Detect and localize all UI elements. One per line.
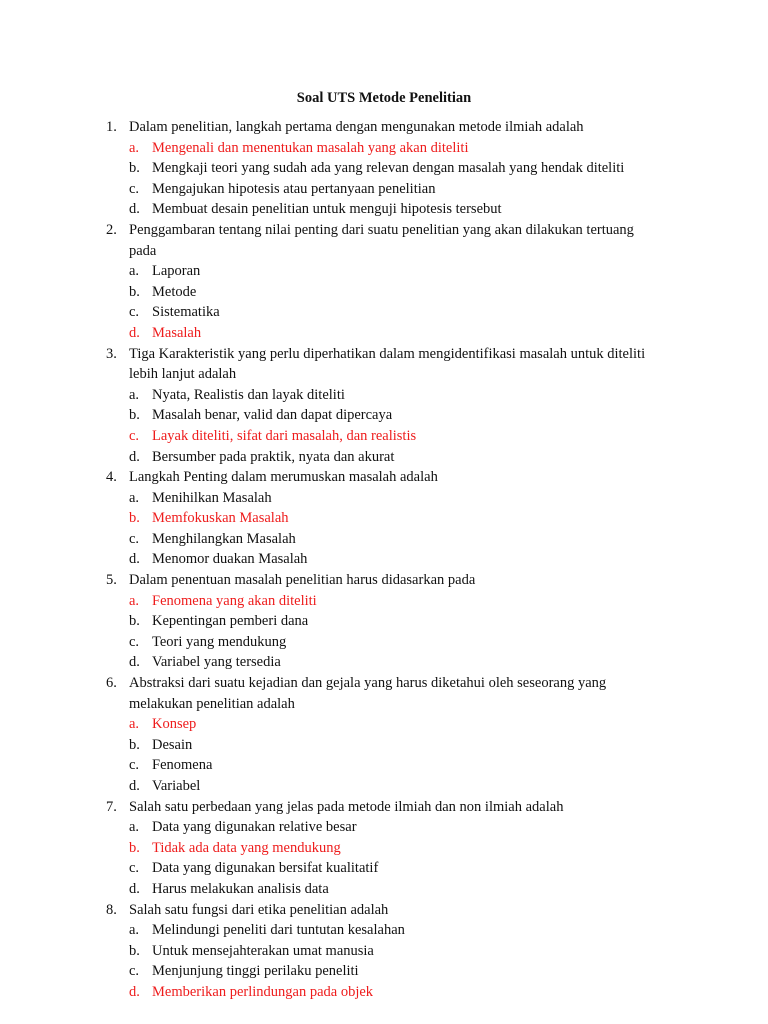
answer-option bbox=[0, 632, 768, 653]
question-number: 2. bbox=[106, 221, 117, 238]
document-title: Soal UTS Metode Penelitian bbox=[296, 90, 472, 106]
option-text: Desain bbox=[152, 736, 193, 753]
question-number: 5. bbox=[106, 572, 117, 589]
answer-option-correct bbox=[0, 714, 768, 735]
question-1 bbox=[0, 117, 768, 220]
answer-option bbox=[0, 282, 768, 303]
question-row bbox=[0, 220, 768, 261]
option-letter: a. bbox=[129, 592, 140, 609]
answer-option bbox=[0, 529, 768, 550]
answer-option-correct bbox=[0, 426, 768, 447]
answer-option bbox=[0, 385, 768, 406]
option-text: Bersumber pada praktik, nyata dan akurat bbox=[152, 448, 395, 465]
question-row bbox=[0, 344, 768, 385]
option-text: Fenomena yang akan diteliti bbox=[152, 592, 317, 609]
option-text: Mengenali dan menentukan masalah yang akan diteliti bbox=[152, 139, 469, 156]
answer-option bbox=[0, 199, 768, 220]
question-text: Tiga Karakteristik yang perlu diperhatikan dalam mengidentifikasi masalah untuk diteliti lebih lanjut adalah bbox=[129, 345, 646, 383]
question-number: 8. bbox=[106, 901, 117, 918]
question-number: 3. bbox=[106, 345, 117, 362]
question-number: 6. bbox=[106, 675, 117, 692]
option-letter: d. bbox=[129, 880, 140, 897]
option-letter: a. bbox=[129, 819, 140, 836]
question-text: Salah satu fungsi dari etika penelitian adalah bbox=[129, 901, 389, 918]
answer-option bbox=[0, 755, 768, 776]
answer-option bbox=[0, 261, 768, 282]
option-text: Layak diteliti, sifat dari masalah, dan realistis bbox=[152, 427, 417, 444]
question-number: 1. bbox=[106, 119, 117, 135]
answer-option bbox=[0, 776, 768, 797]
option-text: Konsep bbox=[152, 716, 197, 733]
question-row bbox=[0, 117, 768, 138]
question-6 bbox=[0, 673, 768, 797]
option-letter: a. bbox=[129, 716, 140, 733]
option-text: Tidak ada data yang mendukung bbox=[152, 839, 341, 856]
answer-option-correct bbox=[0, 138, 768, 159]
question-text: Salah satu perbedaan yang jelas pada metode ilmiah dan non ilmiah adalah bbox=[129, 798, 564, 815]
question-list bbox=[0, 117, 768, 1003]
option-text: Teori yang mendukung bbox=[152, 633, 287, 650]
answer-option-correct bbox=[0, 591, 768, 612]
option-text: Mengajukan hipotesis atau pertanyaan penelitian bbox=[152, 180, 436, 197]
option-letter: c. bbox=[129, 427, 140, 444]
question-2 bbox=[0, 220, 768, 344]
option-text: Membuat desain penelitian untuk menguji hipotesis tersebut bbox=[152, 201, 502, 218]
answer-option bbox=[0, 179, 768, 200]
answer-option bbox=[0, 879, 768, 900]
option-letter: c. bbox=[129, 757, 140, 774]
answer-option-correct bbox=[0, 838, 768, 859]
question-text: Penggambaran tentang nilai penting dari suatu penelitian yang akan dilakukan tertuang pada bbox=[129, 221, 634, 259]
option-text: Laporan bbox=[152, 263, 201, 280]
answer-option bbox=[0, 858, 768, 879]
option-letter: b. bbox=[129, 160, 140, 177]
option-text: Melindungi peneliti dari tuntutan kesalahan bbox=[152, 922, 405, 939]
answer-option bbox=[0, 735, 768, 756]
option-text: Masalah benar, valid dan dapat dipercaya bbox=[152, 407, 393, 424]
answer-option-correct bbox=[0, 508, 768, 529]
option-text: Untuk mensejahterakan umat manusia bbox=[152, 942, 374, 959]
option-text: Kepentingan pemberi dana bbox=[152, 613, 309, 630]
option-letter: a. bbox=[129, 386, 140, 403]
option-letter: a. bbox=[129, 922, 140, 939]
option-letter: b. bbox=[129, 839, 140, 856]
option-letter: b. bbox=[129, 613, 140, 630]
answer-option bbox=[0, 488, 768, 509]
answer-option bbox=[0, 920, 768, 941]
answer-option bbox=[0, 405, 768, 426]
option-text: Memberikan perlindungan pada objek bbox=[152, 983, 374, 1000]
option-letter: d. bbox=[129, 778, 140, 794]
option-letter: d. bbox=[129, 324, 140, 341]
answer-option bbox=[0, 447, 768, 468]
option-letter: c. bbox=[129, 304, 140, 321]
answer-option bbox=[0, 549, 768, 570]
option-letter: d. bbox=[129, 551, 140, 568]
question-text: Dalam penentuan masalah penelitian harus didasarkan pada bbox=[129, 572, 476, 589]
answer-option bbox=[0, 941, 768, 962]
question-8 bbox=[0, 900, 768, 1003]
option-text: Variabel bbox=[152, 778, 201, 794]
option-letter: a. bbox=[129, 263, 140, 280]
answer-option-correct bbox=[0, 982, 768, 1003]
question-4 bbox=[0, 467, 768, 570]
option-letter: a. bbox=[129, 139, 140, 156]
option-letter: d. bbox=[129, 201, 140, 218]
option-text: Menihilkan Masalah bbox=[152, 489, 272, 506]
answer-option bbox=[0, 158, 768, 179]
question-row bbox=[0, 467, 768, 488]
option-text: Menjunjung tinggi perilaku peneliti bbox=[152, 963, 359, 980]
question-row bbox=[0, 570, 768, 591]
option-letter: d. bbox=[129, 983, 140, 1000]
option-letter: c. bbox=[129, 633, 140, 650]
option-text: Menomor duakan Masalah bbox=[152, 551, 308, 568]
option-letter: b. bbox=[129, 510, 140, 527]
question-text: Dalam penelitian, langkah pertama dengan mengunakan metode ilmiah adalah bbox=[129, 119, 584, 135]
option-text: Variabel yang tersedia bbox=[152, 654, 281, 671]
answer-option bbox=[0, 817, 768, 838]
option-text: Harus melakukan analisis data bbox=[152, 880, 329, 897]
answer-option bbox=[0, 611, 768, 632]
question-row bbox=[0, 900, 768, 921]
question-3 bbox=[0, 344, 768, 468]
option-letter: a. bbox=[129, 489, 140, 506]
option-letter: d. bbox=[129, 654, 140, 671]
option-text: Fenomena bbox=[152, 757, 213, 774]
option-text: Nyata, Realistis dan layak diteliti bbox=[152, 386, 345, 403]
answer-option bbox=[0, 302, 768, 323]
option-text: Masalah bbox=[152, 324, 202, 341]
option-letter: c. bbox=[129, 530, 140, 547]
answer-option bbox=[0, 961, 768, 982]
answer-option bbox=[0, 652, 768, 673]
option-text: Mengkaji teori yang sudah ada yang relevan dengan masalah yang hendak diteliti bbox=[152, 160, 625, 177]
option-letter: d. bbox=[129, 448, 140, 465]
option-text: Menghilangkan Masalah bbox=[152, 530, 296, 547]
question-number: 4. bbox=[106, 469, 117, 486]
option-letter: c. bbox=[129, 180, 140, 197]
question-text: Abstraksi dari suatu kejadian dan gejala yang harus diketahui oleh seseorang yang melakukan penelitian adalah bbox=[129, 675, 607, 712]
option-text: Memfokuskan Masalah bbox=[152, 510, 289, 527]
question-number: 7. bbox=[106, 798, 117, 815]
option-letter: b. bbox=[129, 942, 140, 959]
option-letter: c. bbox=[129, 963, 140, 980]
option-text: Data yang digunakan bersifat kualitatif bbox=[152, 860, 379, 877]
option-letter: b. bbox=[129, 736, 140, 753]
question-row bbox=[0, 673, 768, 714]
option-text: Metode bbox=[152, 283, 197, 300]
question-5 bbox=[0, 570, 768, 673]
option-text: Data yang digunakan relative besar bbox=[152, 819, 357, 836]
option-text: Sistematika bbox=[152, 304, 220, 321]
answer-option-correct bbox=[0, 323, 768, 344]
option-letter: c. bbox=[129, 860, 140, 877]
question-row bbox=[0, 797, 768, 818]
question-text: Langkah Penting dalam merumuskan masalah adalah bbox=[129, 469, 438, 486]
option-letter: b. bbox=[129, 407, 140, 424]
question-7 bbox=[0, 797, 768, 900]
option-letter: b. bbox=[129, 283, 140, 300]
